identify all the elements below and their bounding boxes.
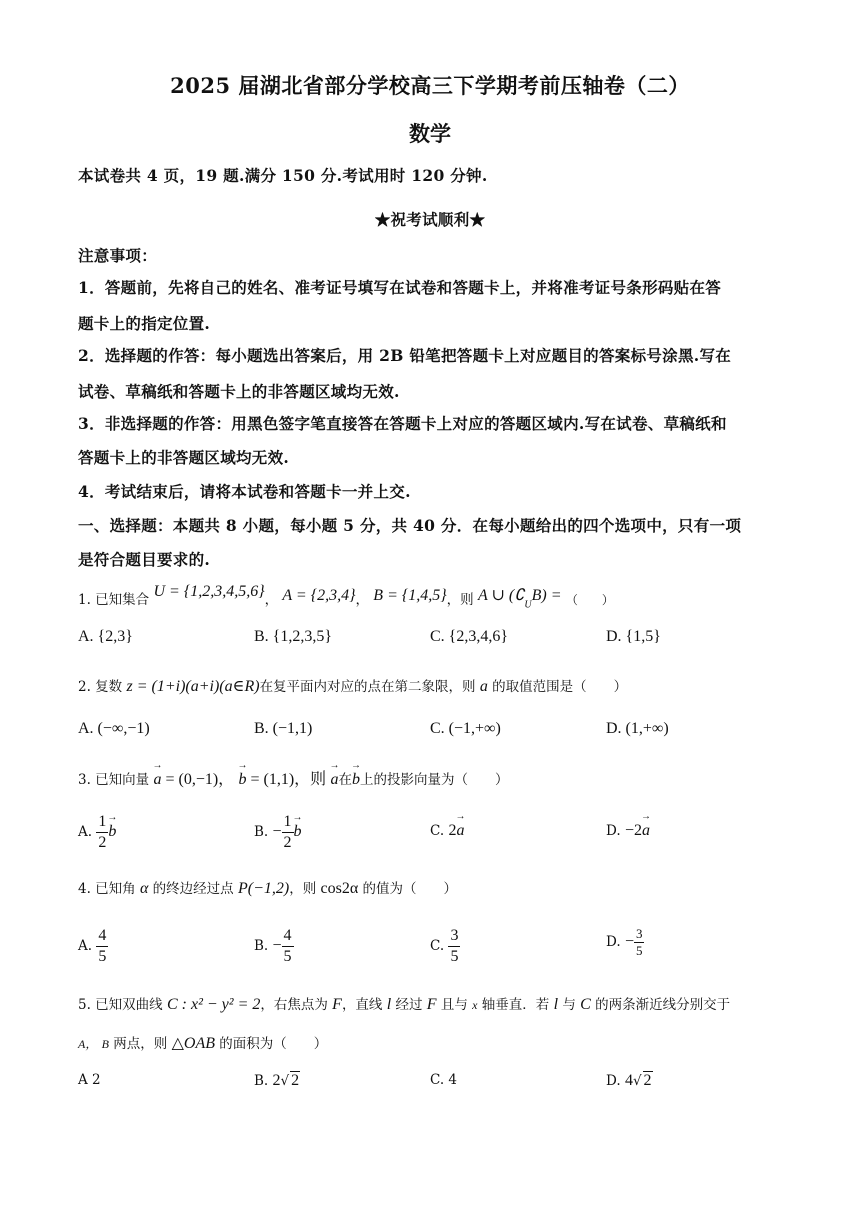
option-b [254,812,302,853]
question-text: 经过 [395,997,423,1013]
math-expr: U [524,599,532,611]
note-line: 4．考试结束后，请将本试卷和答题卡一并上交. [78,482,411,501]
option-label: C. [430,823,445,839]
question-5 [78,993,730,1014]
math-expr: = (0,−1)， [161,771,235,788]
option-label: B. [254,824,269,840]
fraction-den: 2 [98,834,107,851]
math-expr: x [472,998,478,1012]
math-expr: 2 [643,1072,652,1089]
math-expr: 4 [624,1072,633,1089]
option-a [78,812,116,853]
math-expr: → b [238,771,246,789]
math-expr: → a [642,822,650,840]
question-text: 1. 已知集合 [78,592,150,608]
math-expr: P(−1,2) [237,880,290,897]
notes-title: 注意事项： [78,246,158,265]
question-text: 4. 已知角 [78,881,136,897]
math-expr: 2 [272,1072,281,1089]
note-line: 答题卡上的非答题区域均无效. [78,448,290,467]
fraction-den: 5 [450,948,459,965]
question-text: ，则 [289,881,317,897]
math-expr: cos2α [320,880,359,897]
subject-title: 数学 [409,121,451,146]
math-expr: → b [108,823,116,841]
question-2 [78,675,627,696]
math-expr: B) = [531,587,562,604]
fraction [448,926,460,967]
math-expr: l [553,996,559,1013]
option-c: C. 4 [430,1072,458,1088]
question-text: ，右焦点为 [260,997,328,1013]
math-expr: − [624,933,634,950]
fraction [96,926,108,967]
option-d: D. (1,+∞) [606,720,669,737]
question-text: 的终边经过点 [152,881,234,897]
fraction-num: 1 [96,812,108,833]
fraction-den: 2 [283,834,292,851]
math-expr: = (1,1)，则 [246,771,327,788]
option-label: D. [606,1073,621,1089]
question-text: 上的投影向量为（ ） [359,772,509,788]
math-expr: → a [330,771,338,789]
question-text: 且与 [440,997,468,1013]
math-expr: l [386,996,392,1013]
question-text: 的两条渐近线分别交于 [595,997,731,1013]
math-expr: − [272,937,282,954]
fraction-den: 5 [98,948,107,965]
math-expr: −2 [624,822,642,839]
question-4 [78,877,457,898]
exam-info: 本试卷共 4 页，19 题.满分 150 分.考试用时 120 分钟. [78,166,488,185]
math-expr: C [580,996,591,1013]
question-text: 3. 已知向量 [78,772,150,788]
option-label: B. [254,1073,269,1089]
question-1: 1. 已知集合 U = {1,2,3,4,5,6}， A = {2,3,4}， B = {1,4,5}，则 A ∪ $(∁_UB)$ = （ ） [78,583,614,611]
option-b [254,926,294,967]
fraction-den: 5 [283,948,292,965]
math-expr: z = (1+i)(a+i)(a∈R) [126,678,260,695]
math-expr: a [479,678,488,695]
option-a [78,926,108,967]
option-d [606,822,650,840]
note-line: 1．答题前，先将自己的姓名、准考证号填写在试卷和答题卡上，并将准考证号条形码贴在答 [78,278,722,297]
option-label: B. [254,938,269,954]
math-expr: → b [352,771,360,789]
option-a: A. (−∞,−1) [78,720,150,737]
math-expr: △OAB [171,1035,215,1052]
fraction [634,926,645,959]
option-d [606,926,644,959]
math-expr: B [101,1037,109,1051]
math-expr: A ∪ (∁ [477,587,525,604]
option-c [430,822,464,840]
option-label: C. [430,938,445,954]
fraction-num: 3 [448,926,460,947]
option-d: D. 4√ 2 [606,1072,652,1089]
fraction-num: 4 [282,926,294,947]
question-text: ，直线 [341,997,383,1013]
question-text: 5. 已知双曲线 [78,997,163,1013]
option-label: D. [606,934,621,950]
math-expr: C : x² − y² = 2 [166,996,261,1013]
fraction [282,926,294,967]
math-expr: F [332,996,342,1013]
math-expr: → b [294,823,302,841]
section-heading: 是符合题目要求的. [78,550,211,569]
option-c: C. (−1,+∞) [430,720,501,737]
math-expr: α [139,880,149,897]
note-line: 试卷、草稿纸和答题卡上的非答题区域均无效. [78,382,400,401]
note-line: 题卡上的指定位置. [78,314,211,333]
math-expr: 2 [291,1072,300,1089]
page-title: 2025 届湖北省部分学校高三下学期考前压轴卷（二） [170,73,690,98]
question-text: ，则 [446,592,474,608]
math-expr: A = {2,3,4} [282,587,356,604]
fraction-num: 3 [635,926,643,941]
math-expr: → a [456,822,464,840]
note-line: 2．选择题的作答：每小题选出答案后，用 2B 铅笔把答题卡上对应题目的答案标号涂黑.写在 [78,346,732,365]
option-b: B. (−1,1) [254,720,313,737]
math-expr: → a [153,771,161,789]
question-text: 2. 复数 [78,679,123,695]
question-5-cont [78,1032,327,1053]
math-expr: 2 [448,822,457,839]
question-text: 与 [562,997,576,1013]
fraction-den: 5 [635,943,643,958]
section-heading: 一、选择题：本题共 8 小题，每小题 5 分，共 40 分．在每小题给出的四个选项中，只有一项 [78,516,742,535]
question-text: 两点，则 [113,1036,168,1052]
math-expr: B = {1,4,5} [373,587,447,604]
option-b: B. 2√ 2 [254,1072,300,1089]
math-expr: − [272,823,282,840]
option-a: A 2 [78,1072,101,1088]
question-text: 轴垂直．若 [481,997,550,1013]
option-d: D. {1,5} [606,628,661,645]
answer-blank: （ ） [565,593,614,607]
math-expr: A， [78,1037,98,1051]
option-b: B. {1,2,3,5} [254,628,333,645]
fraction-num: 4 [96,926,108,947]
question-text: 在 [338,772,352,788]
option-label: D. [606,823,621,839]
option-label: A. [78,938,93,954]
option-c [430,926,460,967]
question-text: 的面积为（ ） [219,1036,328,1052]
math-expr: U = {1,2,3,4,5,6} [153,583,265,600]
math-expr: F [426,996,437,1013]
blessing: ★祝考试顺利★ [374,210,486,229]
fraction-num: 1 [282,812,294,833]
question-text: 的取值范围是（ ） [492,679,628,695]
question-3 [78,766,508,789]
option-label: A. [78,824,93,840]
option-c: C. {2,3,4,6} [430,628,509,645]
question-text: 的值为（ ） [362,881,458,897]
note-line: 3．非选择题的作答：用黑色签字笔直接答在答题卡上对应的答题区域内.写在试卷、草稿纸和 [78,414,727,433]
question-text: 在复平面内对应的点在第二象限，则 [259,679,476,695]
option-a: A. {2,3} [78,628,133,645]
